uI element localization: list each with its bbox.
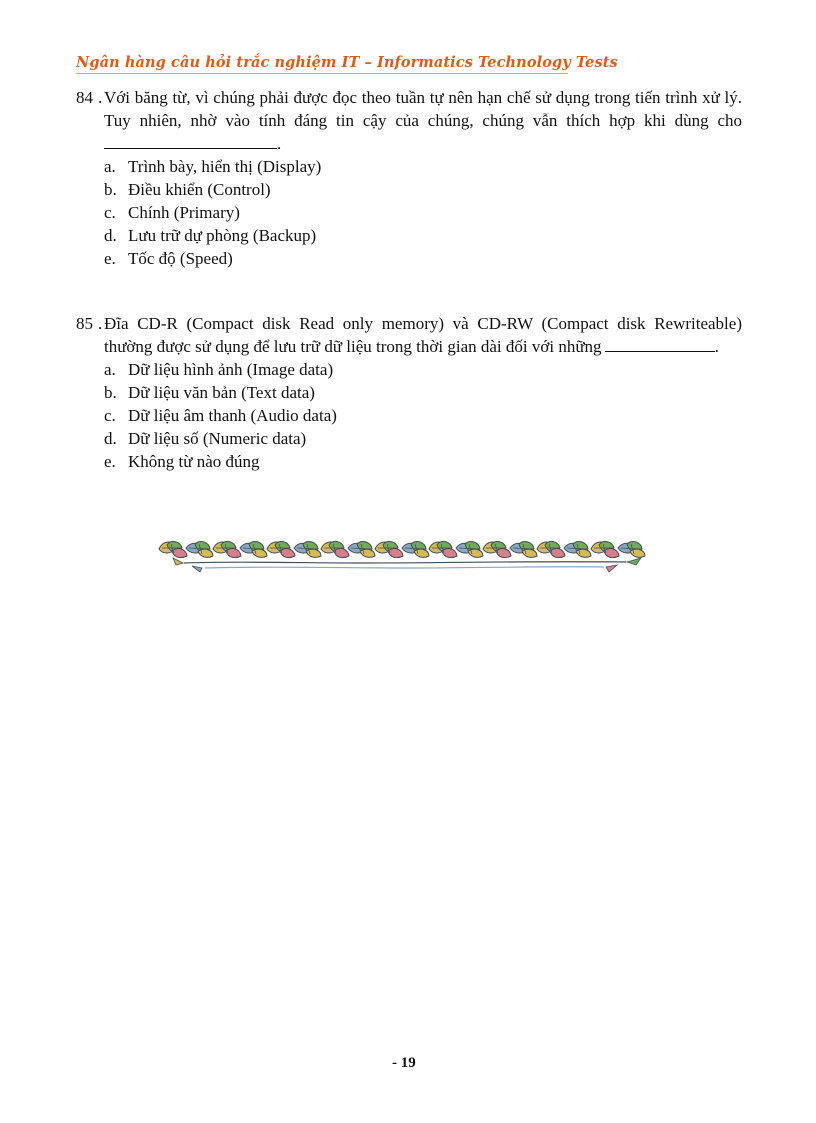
header-underline bbox=[76, 73, 568, 74]
question-84-text bbox=[104, 86, 742, 155]
page-number: - 19 bbox=[392, 1055, 416, 1071]
option-text: Trình bày, hiển thị (Display) bbox=[128, 157, 322, 176]
question-84-stem bbox=[76, 86, 742, 155]
question-84-number: 84 bbox=[76, 88, 93, 107]
option-letter: c. bbox=[104, 203, 116, 222]
option-letter: d. bbox=[104, 226, 117, 245]
question-84 bbox=[76, 86, 742, 270]
leaf-border-ornament-icon bbox=[158, 536, 658, 578]
question-84-option-d bbox=[76, 224, 742, 247]
leaf-row-decoration bbox=[159, 541, 645, 557]
question-85-option-d bbox=[76, 427, 742, 450]
question-85-text bbox=[104, 312, 742, 358]
question-84-period: . bbox=[277, 134, 282, 153]
option-letter: d. bbox=[104, 429, 117, 448]
question-84-option-b bbox=[76, 178, 742, 201]
option-text: Điều khiển (Control) bbox=[128, 180, 271, 199]
option-letter: a. bbox=[104, 157, 116, 176]
option-text: Chính (Primary) bbox=[128, 203, 240, 222]
option-letter: e. bbox=[104, 452, 116, 471]
option-letter: a. bbox=[104, 360, 116, 379]
question-85 bbox=[76, 312, 742, 473]
option-text: Dữ liệu văn bản (Text data) bbox=[128, 383, 315, 402]
option-letter: e. bbox=[104, 249, 116, 268]
option-letter: b. bbox=[104, 383, 117, 402]
option-letter: b. bbox=[104, 180, 117, 199]
option-letter: c. bbox=[104, 406, 116, 425]
question-84-number-dot: . bbox=[98, 88, 103, 107]
question-85-options bbox=[76, 358, 742, 473]
question-85-option-e bbox=[76, 450, 742, 473]
question-85-stem bbox=[76, 312, 742, 358]
option-text: Dữ liệu hình ảnh (Image data) bbox=[128, 360, 334, 379]
document-header-banner: Ngân hàng câu hỏi trắc nghiệm IT – Informatics Technology Tests bbox=[76, 54, 618, 71]
question-85-period: . bbox=[714, 337, 719, 356]
question-84-option-c bbox=[76, 201, 742, 224]
question-85-number-dot: . bbox=[98, 314, 103, 333]
option-text: Tốc độ (Speed) bbox=[128, 249, 233, 268]
question-84-options bbox=[76, 155, 742, 270]
ornament-line-decoration bbox=[173, 558, 641, 572]
question-85-option-a bbox=[76, 358, 742, 381]
question-85-option-c bbox=[76, 404, 742, 427]
question-85-prompt: Đĩa CD-R (Compact disk Read only memory) và CD-RW (Compact disk Rewriteable) thường được sử dụng để lưu trữ dữ liệu trong thời gian dài đối với những bbox=[104, 314, 742, 356]
question-84-option-e bbox=[76, 247, 742, 270]
question-85-number: 85 bbox=[76, 314, 93, 333]
question-84-prompt: Với băng từ, vì chúng phải được đọc theo tuần tự nên hạn chế sử dụng trong tiến trình xử lý. Tuy nhiên, nhờ vào tính đáng tin cậy của chúng, chúng vẫn thích hợp khi dùng cho bbox=[104, 88, 742, 130]
question-84-option-a bbox=[76, 155, 742, 178]
option-text: Không từ nào đúng bbox=[128, 452, 260, 471]
question-84-answer-blank bbox=[104, 134, 277, 149]
option-text: Dữ liệu số (Numeric data) bbox=[128, 429, 307, 448]
question-85-option-b bbox=[76, 381, 742, 404]
question-85-answer-blank bbox=[605, 337, 715, 352]
option-text: Dữ liệu âm thanh (Audio data) bbox=[128, 406, 337, 425]
option-text: Lưu trữ dự phòng (Backup) bbox=[128, 226, 317, 245]
